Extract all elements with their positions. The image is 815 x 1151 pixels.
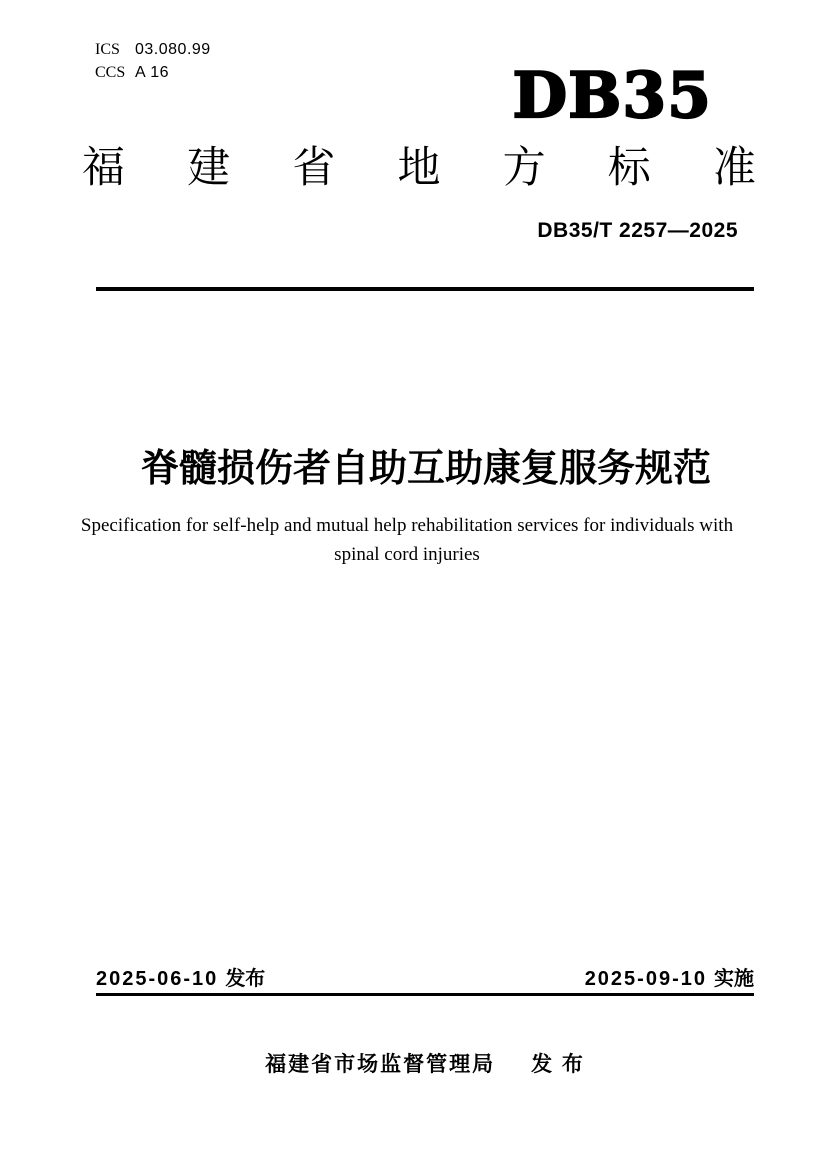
db35-logo: DB35 [512, 58, 712, 132]
classification-codes [95, 38, 211, 84]
implement-date-label: 实施 [714, 968, 754, 990]
header-divider-rule [96, 287, 754, 291]
footer-dates [96, 962, 754, 991]
implement-date-item [585, 962, 754, 991]
ics-row [95, 38, 211, 61]
publisher-name: 福建省市场监督管理局 [265, 1053, 496, 1076]
ics-label: ICS [95, 41, 120, 58]
publisher-line [96, 1048, 754, 1078]
document-title-english-line2: spinal cord injuries [334, 544, 480, 565]
publish-date: 2025-06-10 [96, 968, 219, 990]
ccs-code: A 16 [135, 64, 170, 81]
implement-date: 2025-09-10 [584, 968, 707, 990]
publish-date-label: 发布 [225, 968, 266, 990]
ccs-label: CCS [95, 64, 126, 81]
document-title-english-line1: Specification for self-help and mutual help rehabilitation services for individuals with [80, 515, 734, 536]
publish-date-item [96, 962, 265, 991]
document-title: 脊髓损伤者自助互助康复服务规范 [140, 448, 711, 490]
publisher-issue-label: 发 布 [531, 1053, 585, 1076]
standard-number: DB35/T 2257—2025 [537, 219, 738, 242]
footer-divider-rule [96, 993, 754, 996]
ics-code: 03.080.99 [135, 41, 211, 58]
document-title-english [57, 511, 757, 569]
ccs-row [95, 61, 211, 84]
standard-type-heading: 福 建 省 地 方 标 准 [82, 144, 756, 192]
